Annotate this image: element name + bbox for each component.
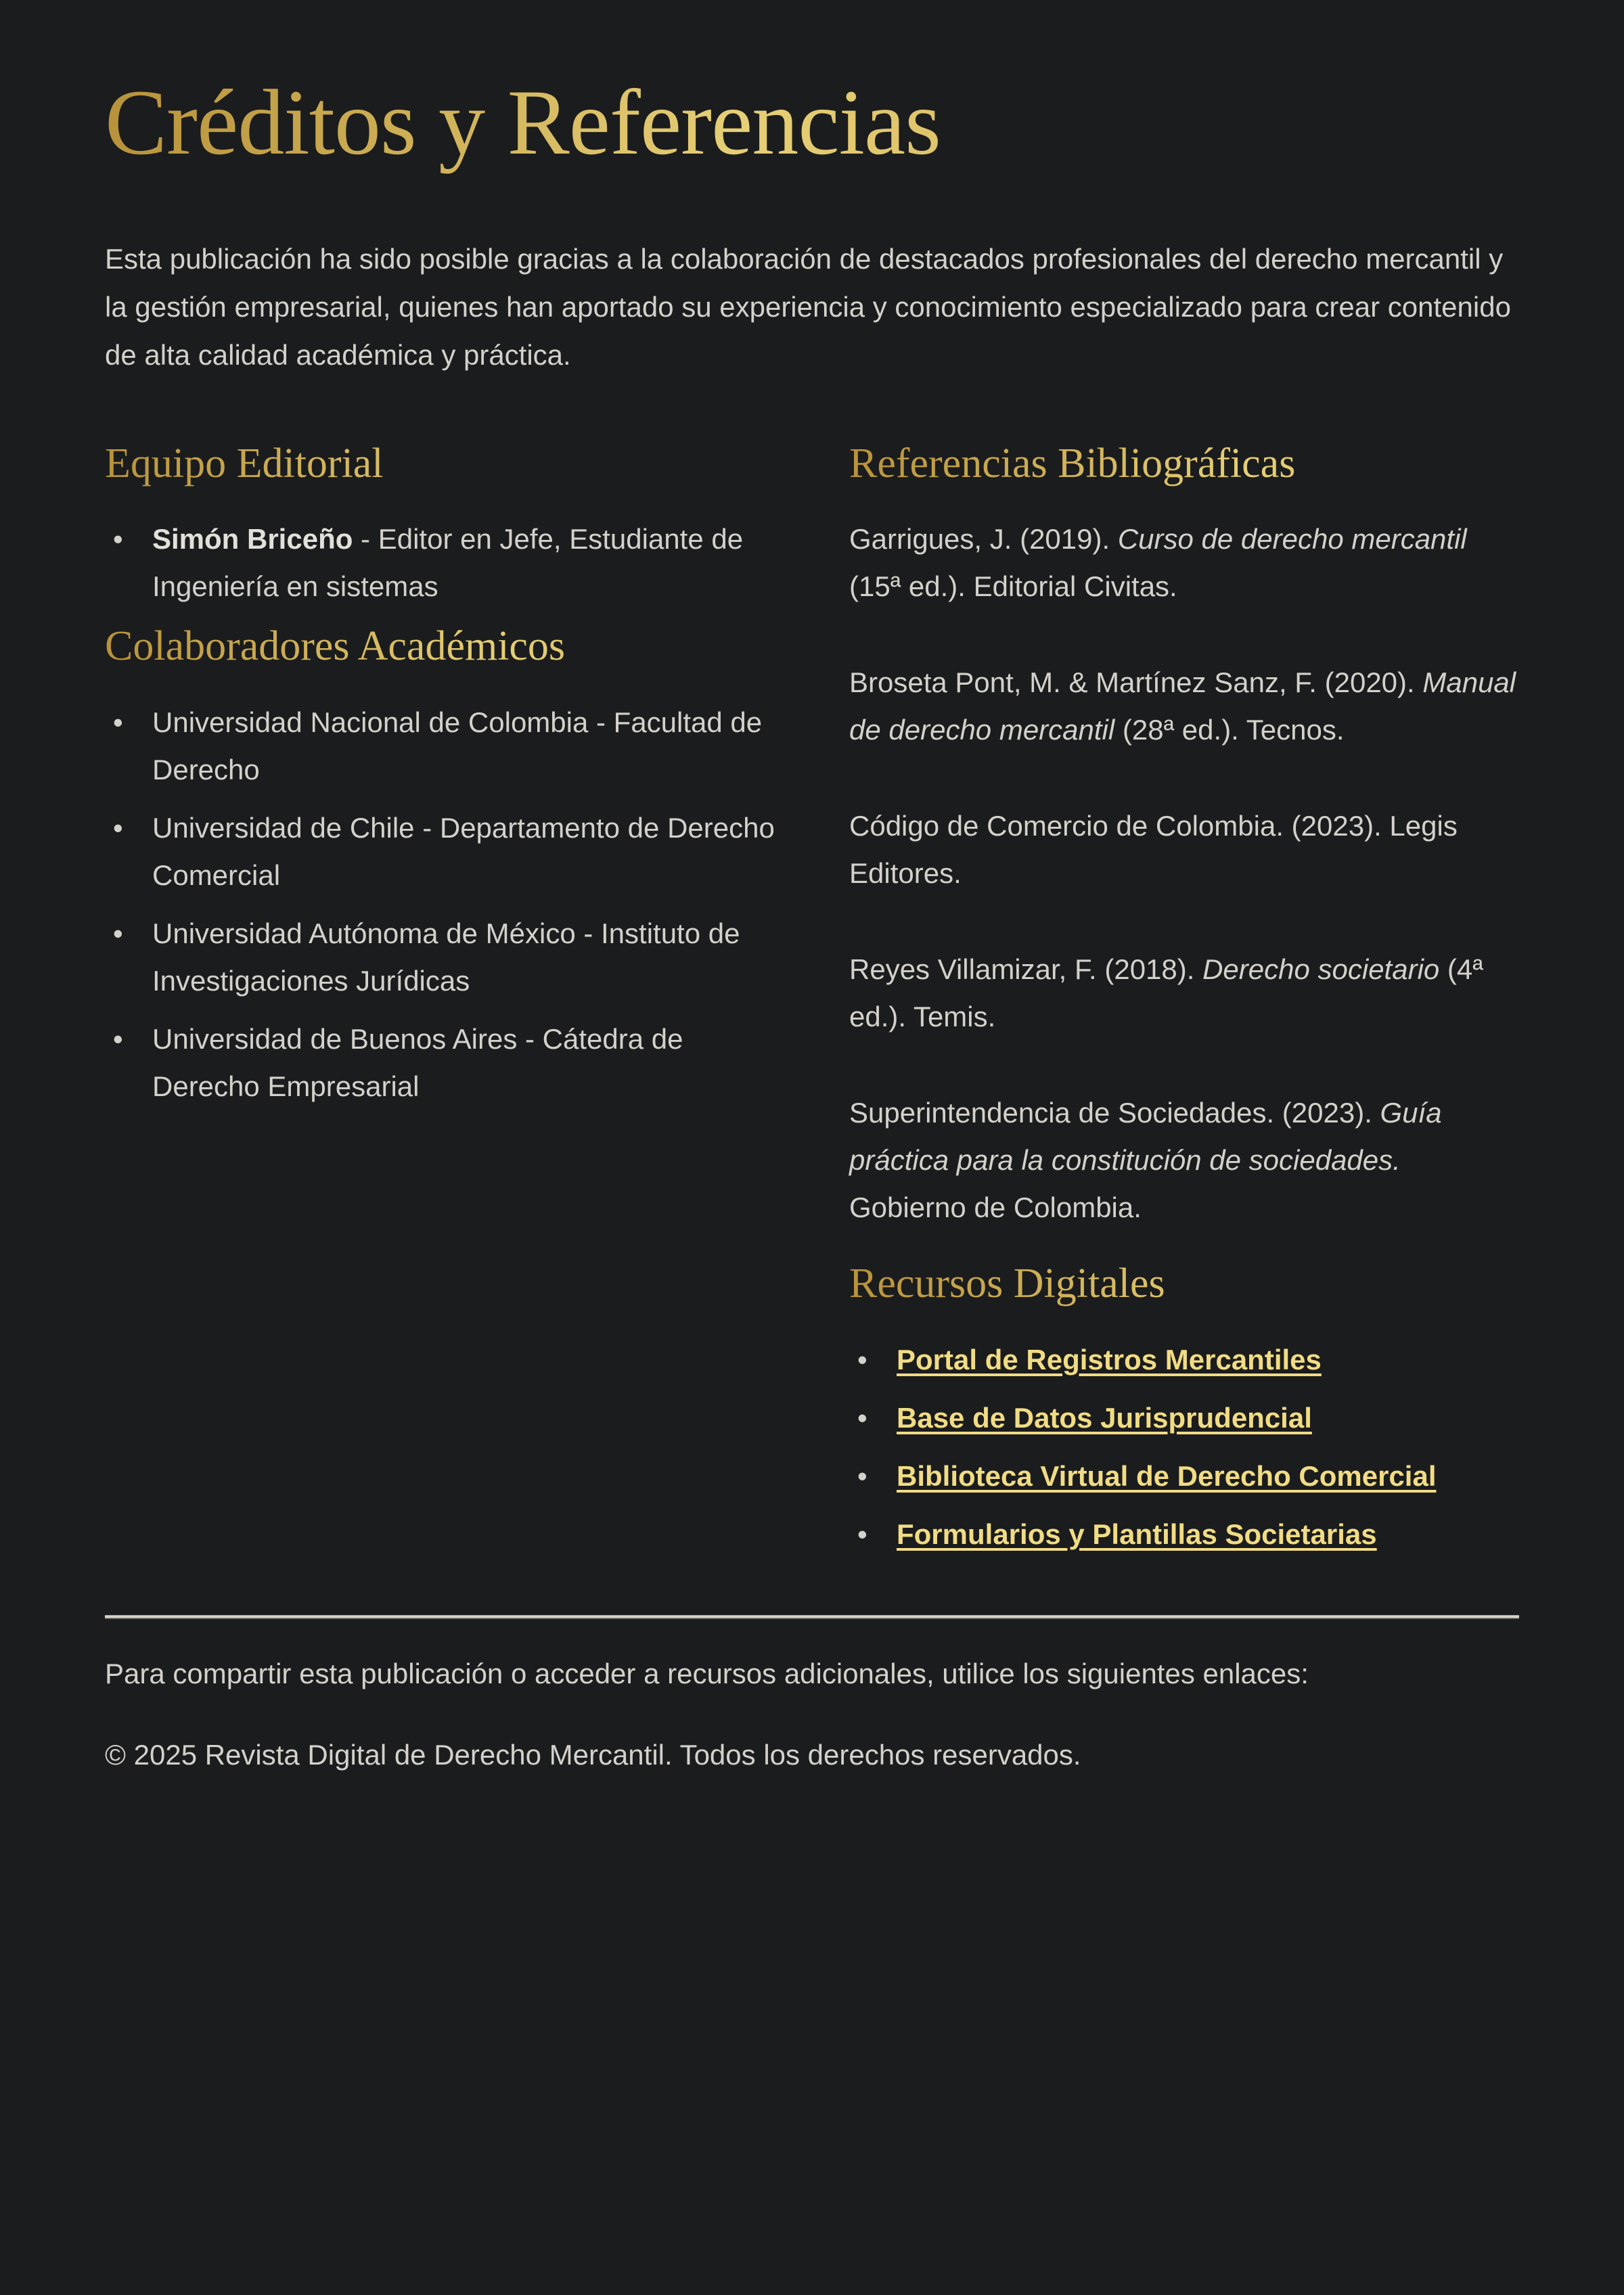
reference-item — [849, 516, 1519, 610]
editor-role: - Editor en Jefe, Estudiante de Ingeniería en sistemas — [152, 523, 744, 603]
list-item — [105, 516, 775, 610]
academic-item: Universidad de Chile - Departamento de Derecho Comercial — [152, 811, 775, 891]
footer-divider — [105, 1615, 1519, 1619]
reference-item — [849, 659, 1519, 754]
list-item — [849, 1394, 1519, 1442]
academics-list — [105, 699, 775, 1110]
list-item — [105, 910, 775, 1005]
reference-text: Garrigues, J. (2019). — [849, 523, 1118, 555]
reference-text: Código de Comercio de Colombia. (2023). Legis Editores. — [849, 810, 1458, 890]
intro-paragraph: Esta publicación ha sido posible gracias a la colaboración de destacados profesionales del derecho mercantil y la gestión empresarial, quienes han aportado su experiencia y conocimiento especializado para crear contenido de alta calidad académica y práctica. — [105, 242, 1511, 371]
academic-item: Universidad Autónoma de México - Instituto de Investigaciones Jurídicas — [152, 917, 740, 997]
reference-text: (4ª ed.). Temis. — [849, 953, 1483, 1033]
resources-list — [849, 1336, 1519, 1558]
resource-link-jurisprudencia[interactable]: Base de Datos Jurisprudencial — [897, 1401, 1312, 1434]
footer-copyright: © 2025 Revista Digital de Derecho Mercantil. Todos los derechos reservados. — [105, 1738, 1081, 1771]
list-item — [849, 1453, 1519, 1500]
reference-title: Curso de derecho mercantil — [1117, 523, 1467, 555]
reference-text: Gobierno de Colombia. — [849, 1191, 1142, 1224]
reference-title: Manual de derecho mercantil — [849, 666, 1516, 746]
list-item — [849, 1511, 1519, 1558]
reference-text: (15ª ed.). Editorial Civitas. — [849, 570, 1177, 603]
academic-item: Universidad Nacional de Colombia - Facultad de Derecho — [152, 706, 763, 786]
bullet-icon: • — [857, 1459, 867, 1492]
academics-heading: Colaboradores Académicos — [105, 621, 775, 671]
bullet-icon: • — [857, 1343, 867, 1376]
resource-link-registros[interactable]: Portal de Registros Mercantiles — [897, 1343, 1322, 1376]
academic-item: Universidad de Buenos Aires - Cátedra de Derecho Empresarial — [152, 1022, 683, 1102]
reference-text: (28ª ed.). Tecnos. — [1114, 714, 1345, 746]
reference-text: Broseta Pont, M. & Martínez Sanz, F. (2020). — [849, 666, 1423, 699]
list-item — [105, 804, 775, 899]
resource-link-formularios[interactable]: Formularios y Plantillas Societarias — [897, 1518, 1377, 1550]
editorial-list — [105, 516, 775, 610]
references-heading: Referencias Bibliográficas — [849, 438, 1519, 488]
resources-heading: Recursos Digitales — [849, 1258, 1519, 1309]
reference-text: Reyes Villamizar, F. (2018). — [849, 953, 1203, 986]
bullet-icon: • — [857, 1518, 867, 1550]
bullet-icon: • — [113, 1022, 123, 1055]
footer-share-text: Para compartir esta publicación o acceder a recursos adicionales, utilice los siguientes enlaces: — [105, 1657, 1309, 1689]
left-column — [105, 438, 775, 1569]
bullet-icon: • — [113, 706, 123, 738]
references-list — [849, 516, 1519, 1231]
list-item — [105, 1016, 775, 1110]
bullet-icon: • — [113, 523, 123, 555]
page-title: Créditos y Referencias — [105, 71, 1519, 174]
bullet-icon: • — [113, 917, 123, 949]
reference-text: Superintendencia de Sociedades. (2023). — [849, 1097, 1380, 1129]
reference-item — [849, 802, 1519, 897]
resource-link-biblioteca[interactable]: Biblioteca Virtual de Derecho Comercial — [897, 1459, 1437, 1492]
bullet-icon: • — [113, 811, 123, 844]
editorial-heading: Equipo Editorial — [105, 438, 775, 488]
editor-name: Simón Briceño — [152, 523, 353, 555]
list-item — [849, 1336, 1519, 1384]
reference-title: Guía práctica para la constitución de sociedades. — [849, 1097, 1442, 1177]
reference-item — [849, 946, 1519, 1041]
list-item — [105, 699, 775, 794]
reference-title: Derecho societario — [1202, 953, 1440, 986]
right-column — [849, 438, 1519, 1569]
content-columns — [105, 438, 1519, 1569]
bullet-icon: • — [857, 1401, 867, 1434]
reference-item — [849, 1089, 1519, 1231]
